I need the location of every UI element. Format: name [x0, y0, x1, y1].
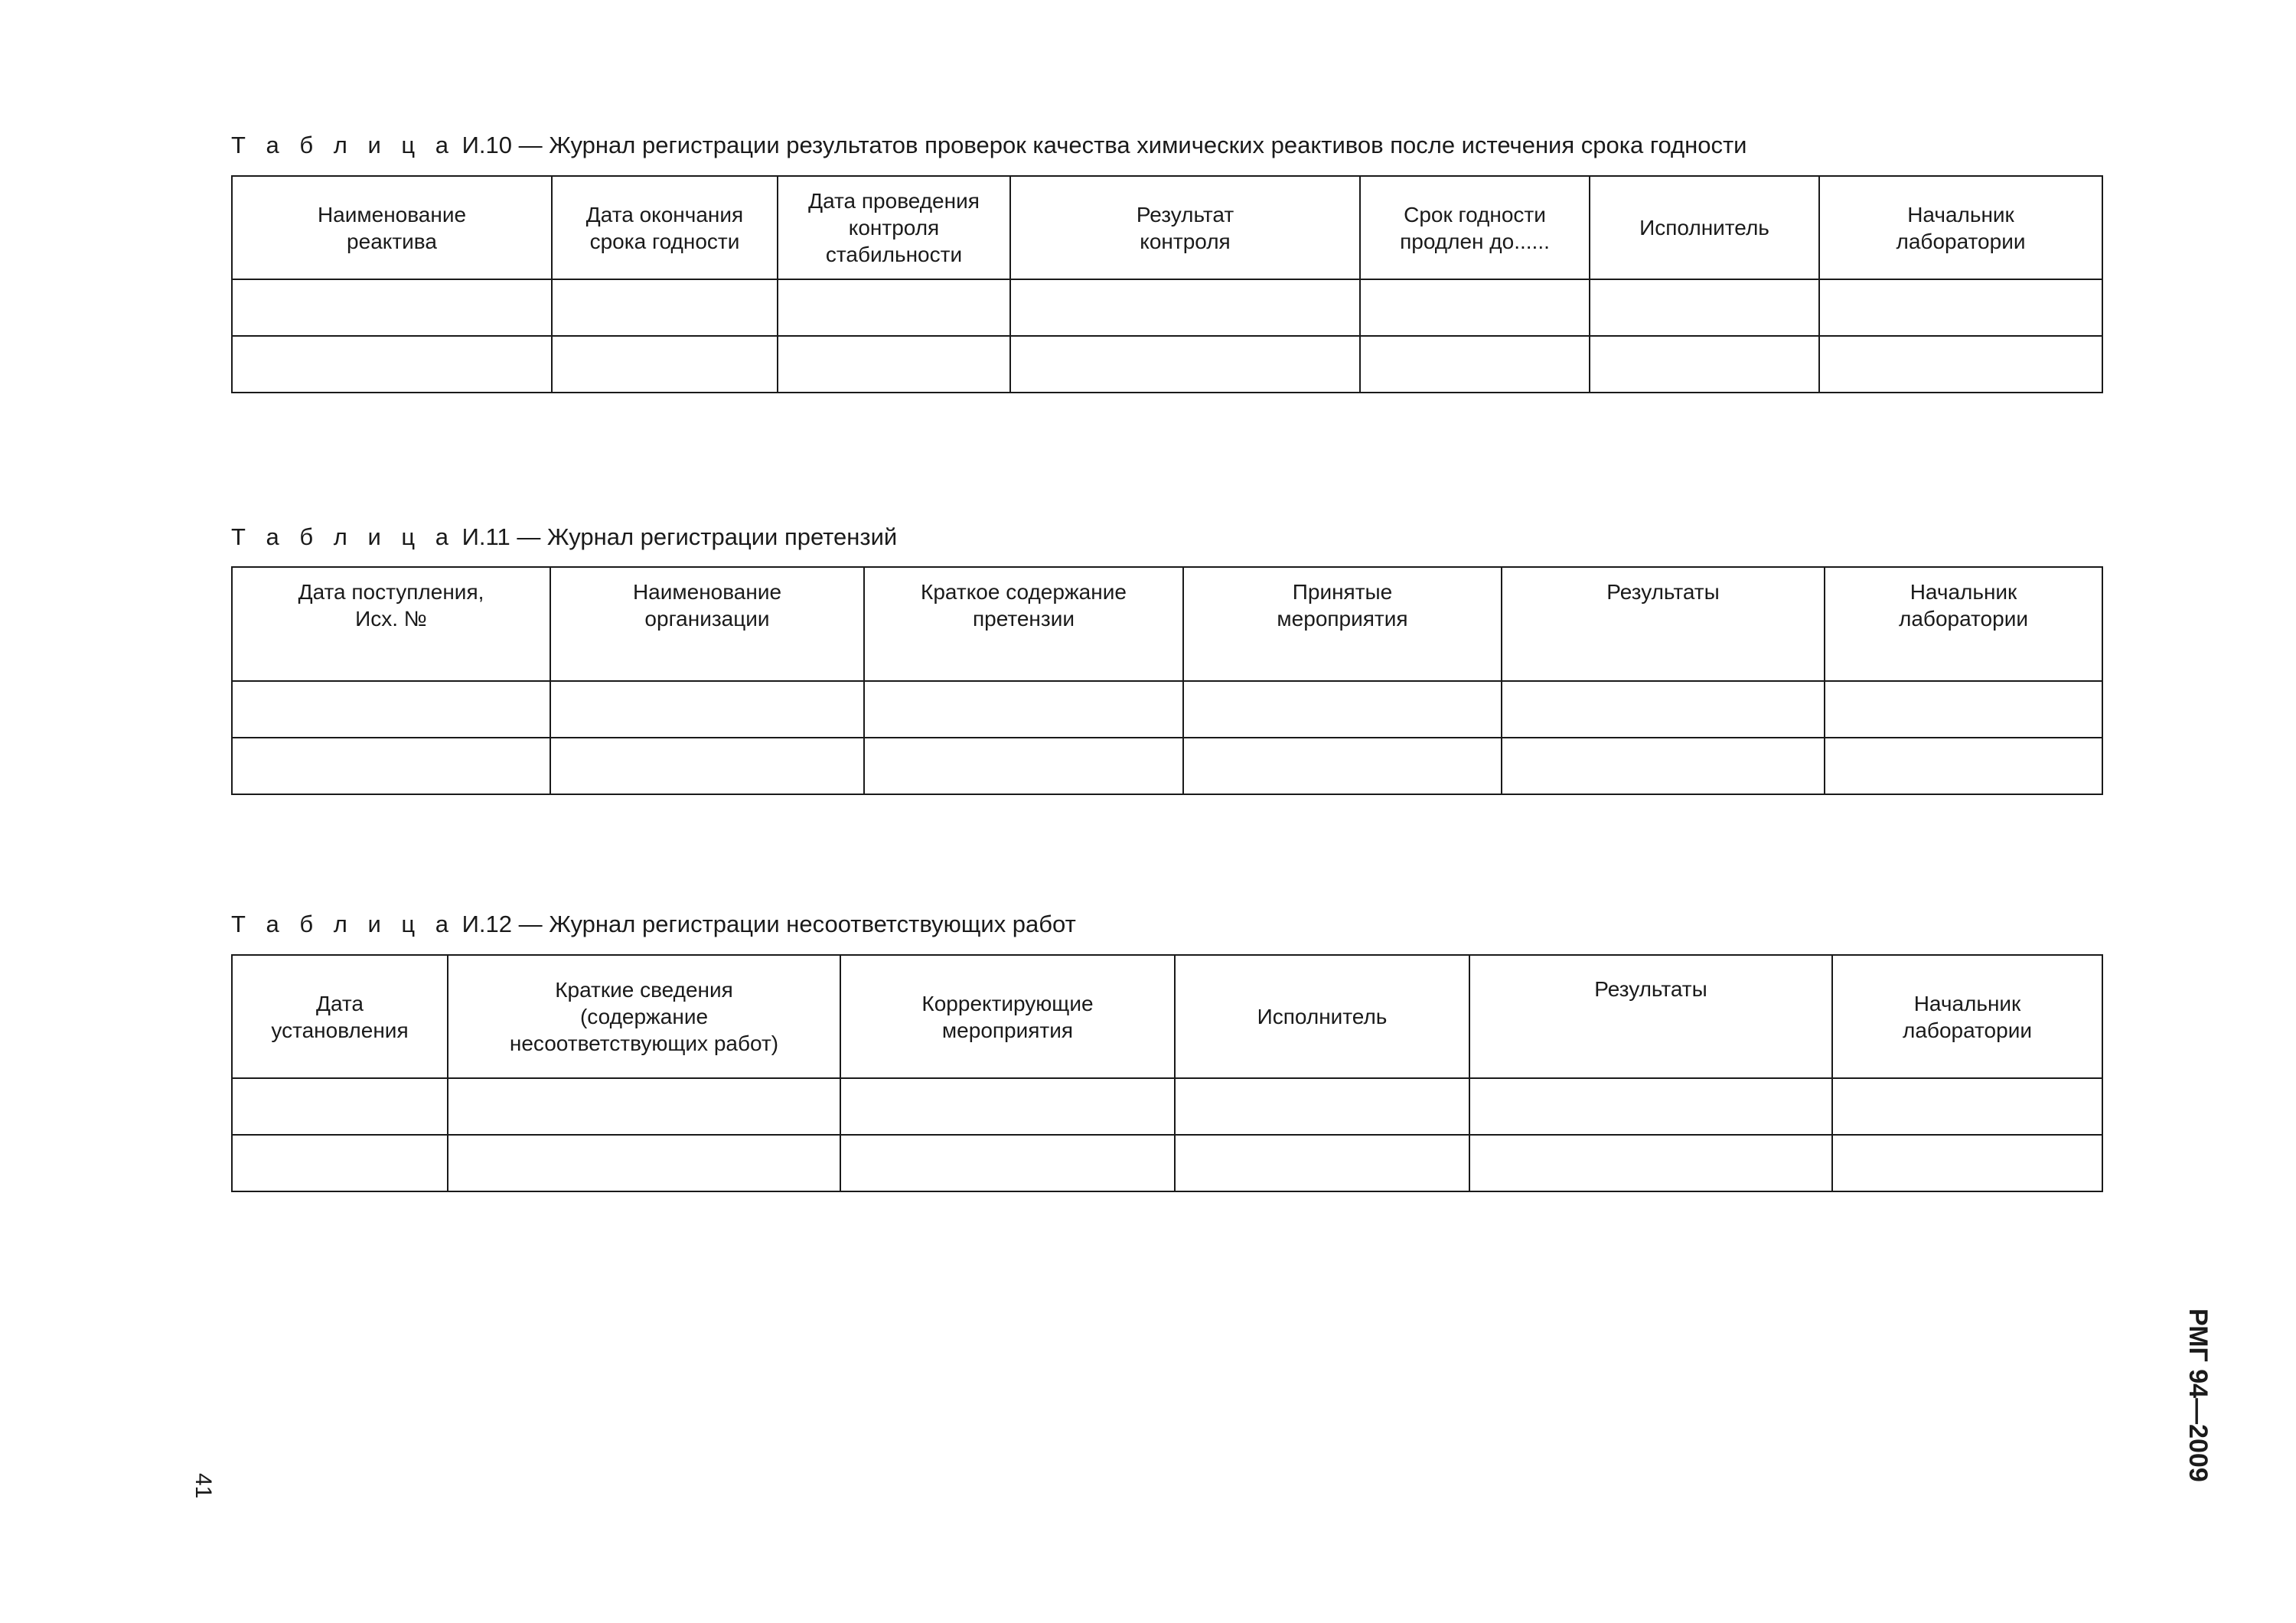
page-number: 41 [191, 1473, 216, 1499]
table-caption-text: И.10 — Журнал регистрации результатов проверок качества химических реактивов после истечения срока годности [455, 132, 1747, 158]
table-cell [1825, 681, 2102, 738]
header-cell: Краткие сведения (содержание несоответствующих работ) [448, 955, 840, 1078]
header-cell: Дата окончания срока годности [552, 176, 778, 279]
table-cell [778, 279, 1010, 336]
header-cell: Дата поступления, Исх. № [232, 567, 550, 681]
table-header-row [232, 955, 2102, 1078]
table-i10 [231, 175, 2103, 393]
header-cell: Результаты [1502, 567, 1825, 681]
table-cell [550, 738, 864, 794]
header-cell: Наименование реактива [232, 176, 552, 279]
table-cell [1590, 279, 1819, 336]
table-cell [552, 336, 778, 393]
header-cell: Срок годности продлен до...... [1360, 176, 1590, 279]
table-cell [1590, 336, 1819, 393]
table-cell [840, 1078, 1175, 1135]
table-row [232, 681, 2102, 738]
table-cell [1502, 681, 1825, 738]
table-cell [1832, 1078, 2102, 1135]
table-cell [232, 279, 552, 336]
table-i12 [231, 954, 2103, 1192]
header-cell: Наименование организации [550, 567, 864, 681]
table-caption-label: Т а б л и ц а [231, 132, 456, 158]
table-row [232, 1135, 2102, 1191]
table-cell [232, 681, 550, 738]
header-cell: Исполнитель [1590, 176, 1819, 279]
header-cell: Краткое содержание претензии [864, 567, 1183, 681]
table-row [232, 279, 2102, 336]
table-caption-text: И.11 — Журнал регистрации претензий [455, 523, 898, 550]
table-cell [1010, 336, 1360, 393]
table-cell [448, 1078, 840, 1135]
table-cell [232, 336, 552, 393]
table-cell [778, 336, 1010, 393]
table-cell [1819, 279, 2102, 336]
table-cell [232, 738, 550, 794]
header-cell: Результат контроля [1010, 176, 1360, 279]
header-cell: Результаты [1469, 955, 1832, 1078]
table-row [232, 738, 2102, 794]
table-cell [864, 681, 1183, 738]
table-cell [448, 1135, 840, 1191]
table-cell [1175, 1135, 1469, 1191]
table-caption-text: И.12 — Журнал регистрации несоответствующих работ [455, 911, 1076, 937]
header-cell: Исполнитель [1175, 955, 1469, 1078]
table-cell [1360, 279, 1590, 336]
header-cell: Начальник лаборатории [1825, 567, 2102, 681]
table-caption-i12 [231, 911, 1076, 938]
table-cell [232, 1078, 448, 1135]
table-i11 [231, 566, 2103, 795]
table-caption-i10 [231, 132, 1747, 159]
header-cell: Дата проведения контроля стабильности [778, 176, 1010, 279]
table-cell [1469, 1135, 1832, 1191]
table-cell [840, 1135, 1175, 1191]
header-cell: Корректирующие мероприятия [840, 955, 1175, 1078]
table-row [232, 1078, 2102, 1135]
table-cell [1819, 336, 2102, 393]
header-cell: Начальник лаборатории [1819, 176, 2102, 279]
table-row [232, 336, 2102, 393]
table-cell [232, 1135, 448, 1191]
table-caption-i11 [231, 523, 897, 551]
table-cell [1175, 1078, 1469, 1135]
header-cell: Принятые мероприятия [1183, 567, 1502, 681]
table-cell [550, 681, 864, 738]
table-cell [1832, 1135, 2102, 1191]
table-cell [552, 279, 778, 336]
table-cell [1502, 738, 1825, 794]
document-code: РМГ 94—2009 [2183, 1309, 2213, 1482]
table-cell [1360, 336, 1590, 393]
header-cell: Дата установления [232, 955, 448, 1078]
table-cell [1825, 738, 2102, 794]
table-cell [1010, 279, 1360, 336]
table-caption-label: Т а б л и ц а [231, 911, 456, 937]
table-cell [1183, 681, 1502, 738]
table-cell [864, 738, 1183, 794]
table-cell [1469, 1078, 1832, 1135]
table-header-row [232, 176, 2102, 279]
table-cell [1183, 738, 1502, 794]
table-caption-label: Т а б л и ц а [231, 523, 456, 550]
table-header-row [232, 567, 2102, 681]
header-cell: Начальник лаборатории [1832, 955, 2102, 1078]
